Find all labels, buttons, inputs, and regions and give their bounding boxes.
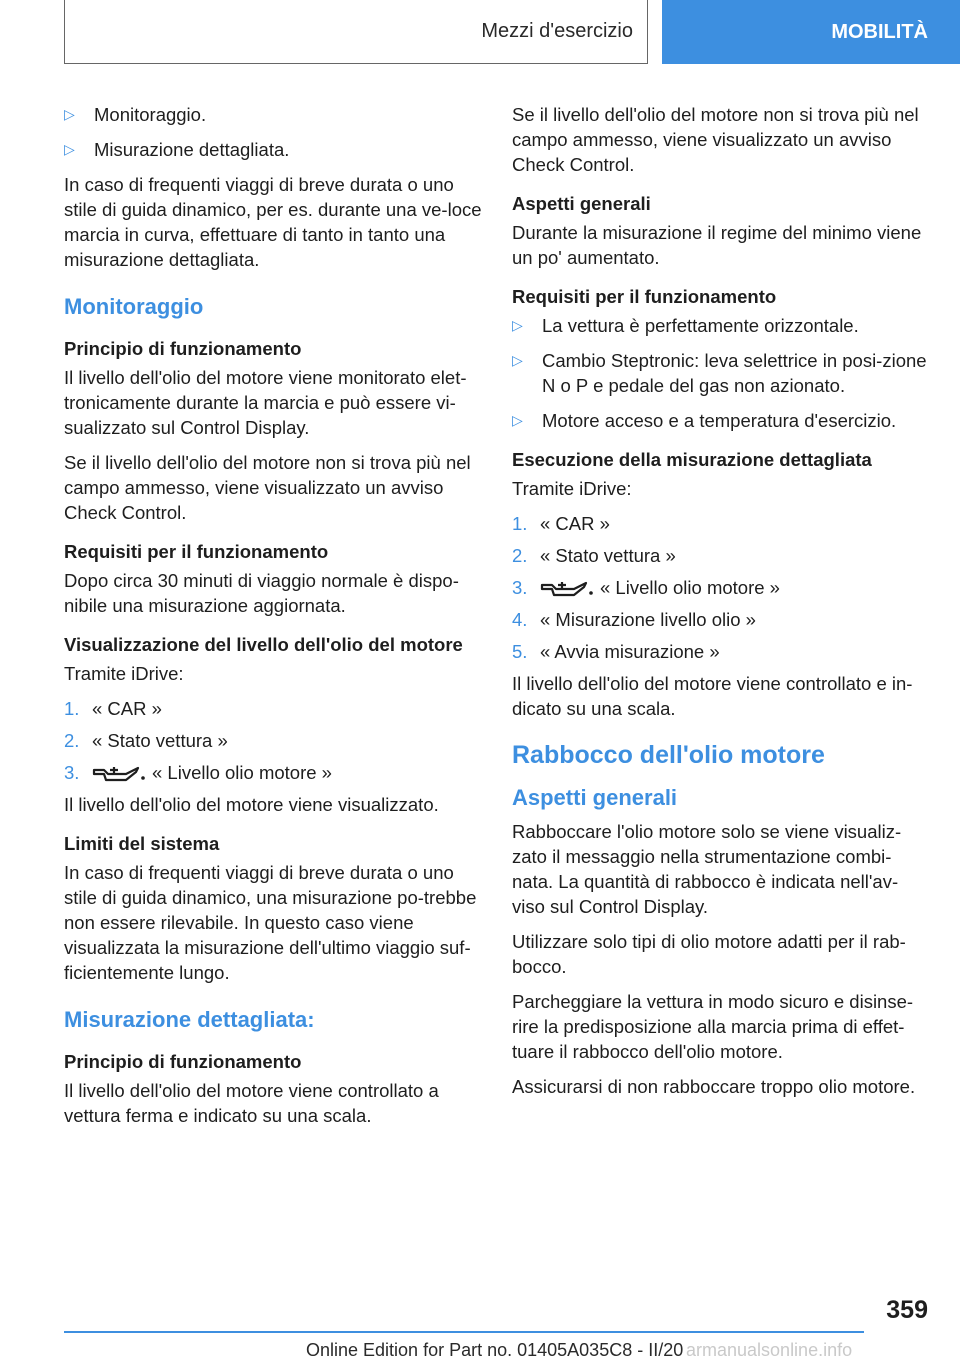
paragraph: Parcheggiare la vettura in modo sicuro e disinse-rire la predisposizione alla marcia prima di effet-tuare il rabbocco dell'olio motore. [512,991,914,1062]
paragraph: Tramite iDrive: [512,478,632,499]
step-text: « Misurazione livello olio » [540,609,756,630]
list-item [64,137,482,162]
triangle-bullet-icon: ▷ [64,141,75,157]
paragraph: Tramite iDrive: [64,663,184,684]
bullet-text: Motore acceso e a temperatura d'esercizio. [542,410,897,431]
subheading: Principio di funzionamento [64,338,302,359]
step-number: 1. [512,513,528,534]
paragraph: Il livello dell'olio del motore viene controllato e in-dicato su una scala. [512,673,913,719]
paragraph: Il livello dell'olio del motore viene visualizzato. [64,794,439,815]
subheading: Aspetti generali [512,193,651,214]
subheading: Limiti del sistema [64,833,220,854]
step-text: « CAR » [540,513,610,534]
step-number: 2. [512,545,528,566]
triangle-bullet-icon: ▷ [512,317,523,333]
subheading: Visualizzazione del livello dell'olio del motore [64,634,463,655]
step-number: 4. [512,609,528,630]
step-item [64,696,482,721]
paragraph: Durante la misurazione il regime del minimo viene un po' aumentato. [512,222,922,268]
edition-text: Online Edition for Part no. 01405A035C8 - II/20 [306,1340,684,1360]
step-text: « Stato vettura » [92,730,228,751]
paragraph: Rabboccare l'olio motore solo se viene visualiz-zato il messaggio nella strumentazione combi-nata. La quantità di rabbocco è indicata nell'av-viso sul Control Display. [512,821,902,917]
step-number: 1. [64,698,80,719]
list-item [512,313,930,338]
subheading: Esecuzione della misurazione dettagliata [512,449,872,470]
heading-aspetti-generali: Aspetti generali [512,785,678,810]
heading-misurazione: Misurazione dettagliata: [64,1007,315,1032]
paragraph: In caso di frequenti viaggi di breve durata o uno stile di guida dinamico, una misurazione po-trebbe non essere rilevabile. In questo caso viene visualizzata la misurazione dell'ultimo viaggio suf-ficientemente lungo. [64,862,477,983]
paragraph: Se il livello dell'olio del motore non si trova più nel campo ammesso, viene visualizzato un avviso Check Control. [512,104,919,175]
section-header [662,0,960,64]
left-column [64,102,482,1138]
subheading: Principio di funzionamento [64,1051,302,1072]
heading-rabbocco: Rabbocco dell'olio motore [512,741,825,769]
step-item [512,607,930,632]
paragraph: Assicurarsi di non rabboccare troppo olio motore. [512,1076,916,1097]
step-number: 3. [512,577,528,598]
chapter-title: Mezzi d'esercizio [481,20,633,42]
section-title: MOBILITÀ [831,20,928,43]
step-number: 5. [512,641,528,662]
step-text: « Stato vettura » [540,545,676,566]
step-text: « CAR » [92,698,162,719]
bullet-text: La vettura è perfettamente orizzontale. [542,315,859,336]
step-item [512,511,930,536]
subheading: Requisiti per il funzionamento [64,541,329,562]
paragraph: Il livello dell'olio del motore viene controllato a vettura ferma e indicato su una scala. [64,1080,439,1126]
list-item [512,348,930,398]
subheading: Requisiti per il funzionamento [512,286,777,307]
triangle-bullet-icon: ▷ [512,412,523,428]
bullet-text: Cambio Steptronic: leva selettrice in posi-zione N o P e pedale del gas non azionato. [542,350,927,396]
list-item [512,408,930,433]
step-item [512,639,930,664]
heading-monitoraggio: Monitoraggio [64,294,204,319]
step-item [64,728,482,753]
page-number: 359 [886,1296,928,1324]
bullet-text: Monitoraggio. [94,104,207,125]
paragraph: In caso di frequenti viaggi di breve durata o uno stile di guida dinamico, per es. durante una ve-loce marcia in curva, effettuare di tanto in tanto una misurazione dettagliata. [64,174,482,270]
step-text: « Avvia misurazione » [540,641,720,662]
step-number: 2. [64,730,80,751]
watermark: armanualsonline.info [686,1340,853,1360]
bullet-text: Misurazione dettagliata. [94,139,290,160]
step-item [512,575,930,600]
step-number: 3. [64,762,80,783]
footer-divider [64,1331,864,1333]
step-text: « Livello olio motore » [152,762,332,783]
paragraph: Dopo circa 30 minuti di viaggio normale è dispo-nibile una misurazione aggiornata. [64,570,459,616]
paragraph: Il livello dell'olio del motore viene monitorato elet-tronicamente durante la marcia e può essere vi-sualizzato sul Control Display. [64,367,467,438]
triangle-bullet-icon: ▷ [64,106,75,122]
chapter-header [64,0,648,64]
list-item [64,102,482,127]
step-item [64,760,482,785]
paragraph: Utilizzare solo tipi di olio motore adatti per il rab-bocco. [512,931,906,977]
step-text: « Livello olio motore » [600,577,780,598]
step-item [512,543,930,568]
right-column [512,102,930,1109]
triangle-bullet-icon: ▷ [512,352,523,368]
oil-can-icon [92,762,146,784]
oil-can-icon [540,577,594,599]
paragraph: Se il livello dell'olio del motore non si trova più nel campo ammesso, viene visualizzato un avviso Check Control. [64,452,471,523]
